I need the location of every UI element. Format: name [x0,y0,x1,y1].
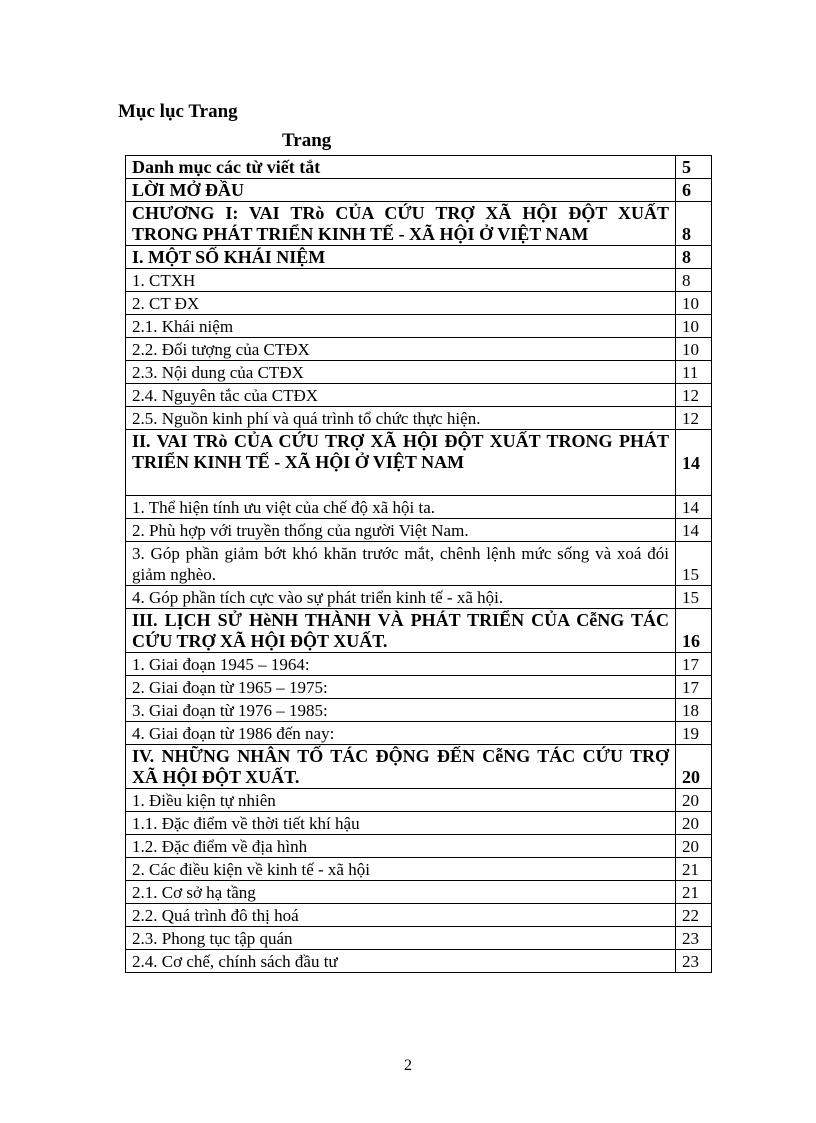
toc-entry-title: 1. Thể hiện tính ưu việt của chế độ xã hội ta. [126,496,676,519]
toc-entry-title: IV. NHỮNG NHÂN TỐ TÁC ĐỘNG ĐẾN CễNG TÁC CỨU TRỢ XÃ HỘI ĐỘT XUẤT. [126,745,676,789]
toc-entry-title: 2.5. Nguồn kinh phí và quá trình tổ chức thực hiện. [126,407,676,430]
toc-entry-title: Danh mục các từ viết tắt [126,156,676,179]
toc-row [126,202,712,246]
toc-entry-title: III. LỊCH SỬ HèNH THÀNH VÀ PHÁT TRIỂN CỦA CễNG TÁC CỨU TRỢ XÃ HỘI ĐỘT XUẤT. [126,609,676,653]
toc-row [126,496,712,519]
toc-entry-page: 11 [676,361,712,384]
toc-row [126,653,712,676]
toc-entry-title: 1.2. Đặc điểm về địa hình [126,835,676,858]
toc-entry-title: 3. Góp phần giảm bớt khó khăn trước mắt, chênh lệnh mức sống và xoá đói giảm nghèo. [126,542,676,586]
toc-entry-page: 12 [676,407,712,430]
toc-row [126,519,712,542]
toc-entry-page: 17 [676,676,712,699]
toc-row [126,361,712,384]
toc-entry-title: 2.3. Phong tục tập quán [126,927,676,950]
toc-row [126,835,712,858]
page-number: 2 [404,1057,412,1074]
toc-entry-page: 20 [676,745,712,789]
toc-entry-page: 8 [676,202,712,246]
toc-entry-page: 18 [676,699,712,722]
table-of-contents [125,155,712,973]
toc-entry-page: 20 [676,789,712,812]
toc-row [126,246,712,269]
toc-row [126,292,712,315]
toc-entry-page: 12 [676,384,712,407]
toc-row [126,315,712,338]
toc-row [126,384,712,407]
toc-entry-title: I. MỘT SỐ KHÁI NIỆM [126,246,676,269]
toc-row [126,338,712,361]
toc-row [126,789,712,812]
toc-row [126,699,712,722]
toc-entry-page: 16 [676,609,712,653]
toc-entry-page: 21 [676,858,712,881]
toc-row [126,858,712,881]
toc-entry-page: 19 [676,722,712,745]
toc-entry-page: 8 [676,269,712,292]
toc-entry-title: 1.1. Đặc điểm về thời tiết khí hậu [126,812,676,835]
toc-entry-title: 2. Giai đoạn từ 1965 – 1975: [126,676,676,699]
toc-entry-page: 10 [676,292,712,315]
toc-row [126,745,712,789]
toc-entry-title: 1. Giai đoạn 1945 – 1964: [126,653,676,676]
toc-row [126,676,712,699]
toc-entry-title: LỜI MỞ ĐẦU [126,179,676,202]
toc-entry-page: 23 [676,927,712,950]
toc-row [126,881,712,904]
page-column-header: Trang [282,130,332,151]
toc-row [126,269,712,292]
toc-entry-title: CHƯƠNG I: VAI TRò CỦA CỨU TRỢ XÃ HỘI ĐỘT XUẤT TRONG PHÁT TRIỂN KINH TẾ - XÃ HỘI Ở VIỆT NAM [126,202,676,246]
toc-entry-title: 2.4. Nguyên tắc của CTĐX [126,384,676,407]
toc-entry-title: 2.2. Quá trình đô thị hoá [126,904,676,927]
toc-title: Mục lục Trang [118,101,238,122]
toc-row [126,722,712,745]
toc-entry-page: 22 [676,904,712,927]
toc-row [126,407,712,430]
toc-entry-title: 4. Góp phần tích cực vào sự phát triển kinh tế - xã hội. [126,586,676,609]
toc-row [126,430,712,496]
toc-entry-page: 5 [676,156,712,179]
toc-entry-title: 1. CTXH [126,269,676,292]
toc-entry-page: 20 [676,835,712,858]
toc-entry-title: 3. Giai đoạn từ 1976 – 1985: [126,699,676,722]
toc-entry-page: 6 [676,179,712,202]
toc-entry-page: 23 [676,950,712,973]
toc-body [126,156,712,973]
toc-entry-title: 2.3. Nội dung của CTĐX [126,361,676,384]
toc-row [126,950,712,973]
toc-entry-title: 2.1. Cơ sở hạ tầng [126,881,676,904]
toc-entry-title: 4. Giai đoạn từ 1986 đến nay: [126,722,676,745]
toc-row [126,586,712,609]
toc-entry-page: 17 [676,653,712,676]
toc-row [126,812,712,835]
toc-entry-page: 15 [676,586,712,609]
toc-entry-page: 14 [676,496,712,519]
toc-row [126,609,712,653]
toc-entry-page: 20 [676,812,712,835]
toc-entry-title: 1. Điều kiện tự nhiên [126,789,676,812]
toc-entry-title: 2.2. Đối tượng của CTĐX [126,338,676,361]
toc-row [126,156,712,179]
toc-entry-page: 8 [676,246,712,269]
toc-row [126,179,712,202]
toc-entry-title: 2.4. Cơ chế, chính sách đầu tư [126,950,676,973]
toc-row [126,927,712,950]
toc-entry-page: 14 [676,519,712,542]
toc-entry-title: 2. Phù hợp với truyền thống của người Việt Nam. [126,519,676,542]
toc-entry-page: 21 [676,881,712,904]
toc-entry-page: 10 [676,315,712,338]
toc-entry-page: 10 [676,338,712,361]
toc-row [126,542,712,586]
toc-entry-title: 2.1. Khái niệm [126,315,676,338]
toc-row [126,904,712,927]
toc-entry-title: 2. Các điều kiện về kinh tế - xã hội [126,858,676,881]
toc-entry-page: 14 [676,430,712,496]
toc-entry-title: II. VAI TRò CỦA CỨU TRỢ XÃ HỘI ĐỘT XUẤT TRONG PHÁT TRIỂN KINH TẾ - XÃ HỘI Ở VIỆT NAM [126,430,676,496]
toc-entry-title: 2. CT ĐX [126,292,676,315]
toc-entry-page: 15 [676,542,712,586]
